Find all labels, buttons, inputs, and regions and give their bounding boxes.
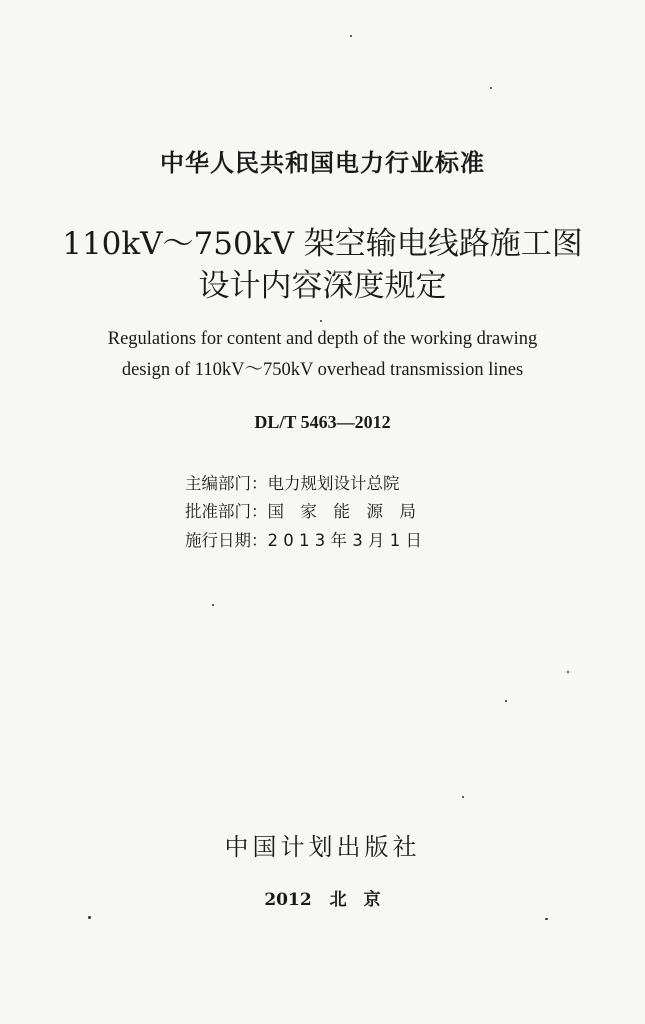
scan-speck [567, 671, 569, 673]
english-title-line-2: design of 110kV～750kV overhead transmission lines [121, 360, 524, 380]
effective-date-line: 施行日期：2 0 1 3 年 3 月 1 日 [185, 531, 422, 550]
scan-speck [505, 700, 507, 702]
chinese-title-line-1: 110kV～750kV 架空输电线路施工图 [62, 226, 583, 262]
publication-year: 2012 [264, 890, 312, 910]
standard-series-heading: 中华人民共和国电力行业标准 [160, 149, 485, 177]
publication-city: 北 京 [329, 890, 381, 910]
chinese-title-line-2: 设计内容深度规定 [198, 268, 447, 304]
publication-line [0, 885, 645, 910]
scan-speck [350, 35, 352, 37]
scan-speck [212, 604, 214, 606]
scan-speck [545, 918, 548, 920]
scan-speck [462, 796, 464, 798]
chief-editor-line: 主编部门：电力规划设计总院 [185, 474, 400, 493]
approval-department-line: 批准部门：国 家 能 源 局 [185, 502, 416, 521]
scan-speck [490, 87, 492, 89]
scan-speck [320, 320, 322, 322]
scan-speck [88, 916, 91, 919]
publisher-name: 中国计划出版社 [224, 833, 421, 861]
english-title-line-1: Regulations for content and depth of the working drawing [107, 329, 538, 349]
standard-code: DL/T 5463—2012 [254, 412, 391, 432]
